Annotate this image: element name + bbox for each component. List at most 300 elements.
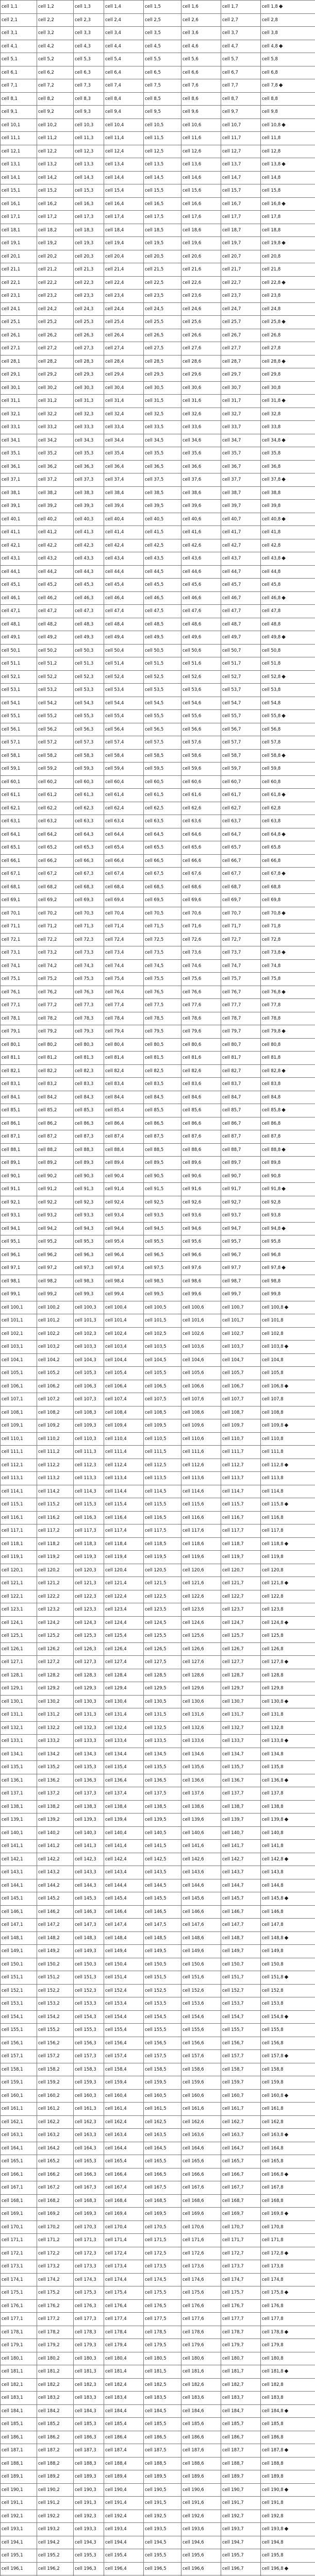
table-cell[interactable] (144, 828, 181, 841)
table-cell[interactable] (181, 920, 221, 934)
table-cell[interactable] (221, 1327, 261, 1341)
table-cell[interactable] (221, 1630, 261, 1643)
table-cell[interactable] (181, 2103, 221, 2116)
table-cell[interactable] (261, 907, 315, 920)
table-cell[interactable] (221, 2089, 261, 2103)
table-cell[interactable] (37, 1196, 74, 1209)
table-cell[interactable] (1, 381, 37, 395)
table-cell[interactable] (104, 762, 144, 776)
table-cell[interactable] (221, 1524, 261, 1538)
table-cell[interactable] (221, 1787, 261, 1801)
table-cell[interactable] (104, 355, 144, 368)
table-cell[interactable] (181, 762, 221, 776)
table-cell[interactable] (1, 2431, 37, 2444)
table-cell[interactable] (104, 1419, 144, 1433)
table-cell[interactable] (181, 224, 221, 237)
table-cell[interactable] (37, 539, 74, 552)
table-cell[interactable] (261, 2076, 315, 2090)
table-cell[interactable] (144, 1222, 181, 1235)
table-cell[interactable] (1, 2024, 37, 2037)
table-cell[interactable] (221, 1814, 261, 1827)
table-cell[interactable] (1, 408, 37, 421)
table-cell[interactable] (261, 434, 315, 447)
table-cell[interactable] (221, 920, 261, 934)
table-cell[interactable] (144, 197, 181, 211)
table-cell[interactable] (74, 1130, 104, 1144)
table-cell[interactable] (261, 2510, 315, 2523)
table-cell[interactable] (1, 2155, 37, 2168)
table-cell[interactable] (144, 2089, 181, 2103)
table-cell[interactable] (1, 2549, 37, 2563)
table-cell[interactable] (74, 1630, 104, 1643)
table-cell[interactable] (261, 2115, 315, 2129)
table-cell[interactable] (74, 1222, 104, 1235)
table-cell[interactable] (261, 1971, 315, 1985)
table-cell[interactable] (74, 1774, 104, 1787)
table-cell[interactable] (221, 1288, 261, 1301)
table-cell[interactable] (37, 1971, 74, 1985)
table-cell[interactable] (37, 1708, 74, 1722)
table-cell[interactable] (74, 1814, 104, 1827)
table-cell[interactable] (104, 1761, 144, 1774)
table-cell[interactable] (74, 1669, 104, 1682)
table-cell[interactable] (104, 342, 144, 355)
table-cell[interactable] (104, 2562, 144, 2575)
table-cell[interactable] (144, 1879, 181, 1892)
table-cell[interactable] (221, 1393, 261, 1406)
table-cell[interactable] (221, 1222, 261, 1235)
table-cell[interactable] (144, 1892, 181, 1906)
table-cell[interactable] (221, 92, 261, 106)
table-cell[interactable] (261, 1367, 315, 1380)
table-cell[interactable] (144, 1196, 181, 1209)
table-cell[interactable] (144, 539, 181, 552)
table-cell[interactable] (37, 1892, 74, 1906)
table-cell[interactable] (37, 2510, 74, 2523)
table-cell[interactable] (37, 2050, 74, 2063)
table-cell[interactable] (261, 2549, 315, 2563)
table-cell[interactable] (221, 1642, 261, 1656)
table-cell[interactable] (74, 1459, 104, 1472)
table-cell[interactable] (37, 1682, 74, 1696)
table-cell[interactable] (74, 1262, 104, 1275)
table-cell[interactable] (181, 2339, 221, 2352)
table-cell[interactable] (261, 1905, 315, 1919)
table-cell[interactable] (144, 2221, 181, 2234)
table-cell[interactable] (74, 2365, 104, 2379)
table-cell[interactable] (221, 224, 261, 237)
table-cell[interactable] (144, 2418, 181, 2431)
table-cell[interactable] (74, 1511, 104, 1524)
table-cell[interactable] (104, 2286, 144, 2300)
table-cell[interactable] (37, 1183, 74, 1196)
table-cell[interactable] (104, 1406, 144, 1419)
table-cell[interactable] (181, 880, 221, 894)
table-cell[interactable] (37, 2418, 74, 2431)
table-cell[interactable] (1, 355, 37, 368)
table-cell[interactable] (261, 2299, 315, 2313)
table-cell[interactable] (37, 1853, 74, 1866)
table-cell[interactable] (1, 1327, 37, 1341)
table-cell[interactable] (181, 959, 221, 973)
table-cell[interactable] (221, 237, 261, 250)
table-cell[interactable] (221, 1301, 261, 1314)
table-cell[interactable] (104, 447, 144, 461)
table-cell[interactable] (1, 2418, 37, 2431)
table-cell[interactable] (144, 2208, 181, 2221)
table-cell[interactable] (37, 1025, 74, 1039)
table-cell[interactable] (74, 959, 104, 973)
table-cell[interactable] (74, 1170, 104, 1183)
table-cell[interactable] (1, 605, 37, 618)
table-cell[interactable] (104, 79, 144, 93)
table-cell[interactable] (74, 1117, 104, 1130)
table-cell[interactable] (1, 1170, 37, 1183)
table-cell[interactable] (104, 1143, 144, 1157)
table-cell[interactable] (261, 171, 315, 184)
table-cell[interactable] (261, 2063, 315, 2076)
table-cell[interactable] (221, 2063, 261, 2076)
table-cell[interactable] (181, 1157, 221, 1170)
table-cell[interactable] (144, 1511, 181, 1524)
table-cell[interactable] (74, 2103, 104, 2116)
table-cell[interactable] (261, 775, 315, 789)
table-cell[interactable] (261, 684, 315, 697)
table-cell[interactable] (1, 959, 37, 973)
table-cell[interactable] (261, 1091, 315, 1104)
table-cell[interactable] (261, 894, 315, 907)
table-cell[interactable] (144, 1117, 181, 1130)
table-cell[interactable] (221, 789, 261, 802)
table-cell[interactable] (144, 132, 181, 145)
table-cell[interactable] (37, 197, 74, 211)
table-cell[interactable] (144, 2115, 181, 2129)
table-cell[interactable] (74, 1577, 104, 1590)
table-cell[interactable] (261, 1945, 315, 1958)
table-cell[interactable] (1, 211, 37, 224)
table-cell[interactable] (181, 565, 221, 579)
table-cell[interactable] (104, 1459, 144, 1472)
table-cell[interactable] (37, 408, 74, 421)
table-cell[interactable] (74, 1695, 104, 1708)
table-cell[interactable] (181, 854, 221, 868)
table-cell[interactable] (221, 513, 261, 526)
table-cell[interactable] (221, 907, 261, 920)
table-cell[interactable] (261, 841, 315, 855)
table-cell[interactable] (37, 2523, 74, 2536)
table-cell[interactable] (74, 263, 104, 277)
table-cell[interactable] (37, 526, 74, 539)
table-cell[interactable] (144, 552, 181, 566)
table-cell[interactable] (181, 145, 221, 158)
table-cell[interactable] (181, 263, 221, 277)
table-cell[interactable] (1, 552, 37, 566)
table-cell[interactable] (261, 1840, 315, 1853)
table-cell[interactable] (37, 1446, 74, 1459)
table-cell[interactable] (261, 1708, 315, 1722)
table-cell[interactable] (74, 2247, 104, 2260)
table-cell[interactable] (37, 171, 74, 184)
table-cell[interactable] (104, 1616, 144, 1630)
table-cell[interactable] (1, 224, 37, 237)
table-cell[interactable] (144, 2155, 181, 2168)
table-cell[interactable] (104, 1275, 144, 1288)
table-cell[interactable] (104, 106, 144, 119)
table-cell[interactable] (1, 539, 37, 552)
table-cell[interactable] (181, 2273, 221, 2286)
table-cell[interactable] (221, 1682, 261, 1696)
table-cell[interactable] (144, 1341, 181, 1354)
table-cell[interactable] (181, 184, 221, 198)
table-cell[interactable] (37, 2194, 74, 2208)
table-cell[interactable] (104, 1157, 144, 1170)
table-cell[interactable] (104, 2037, 144, 2050)
table-cell[interactable] (74, 736, 104, 750)
table-cell[interactable] (104, 1564, 144, 1577)
table-cell[interactable] (1, 92, 37, 106)
table-cell[interactable] (261, 2562, 315, 2575)
table-cell[interactable] (144, 276, 181, 290)
table-cell[interactable] (37, 2404, 74, 2418)
table-cell[interactable] (181, 342, 221, 355)
table-cell[interactable] (181, 1721, 221, 1735)
table-cell[interactable] (1, 184, 37, 198)
table-cell[interactable] (181, 2365, 221, 2379)
table-cell[interactable] (144, 1157, 181, 1170)
table-cell[interactable] (37, 53, 74, 66)
table-cell[interactable] (104, 1012, 144, 1025)
table-cell[interactable] (74, 973, 104, 986)
table-cell[interactable] (181, 2234, 221, 2247)
table-cell[interactable] (74, 2010, 104, 2024)
table-cell[interactable] (221, 1104, 261, 1117)
table-cell[interactable] (181, 2181, 221, 2195)
table-cell[interactable] (181, 2510, 221, 2523)
table-cell[interactable] (1, 2483, 37, 2497)
table-cell[interactable] (181, 1669, 221, 1682)
table-cell[interactable] (104, 1222, 144, 1235)
table-cell[interactable] (74, 2286, 104, 2300)
table-cell[interactable] (144, 1459, 181, 1472)
table-cell[interactable] (144, 1787, 181, 1801)
table-cell[interactable] (221, 2260, 261, 2274)
table-cell[interactable] (144, 473, 181, 487)
table-cell[interactable] (74, 92, 104, 106)
table-cell[interactable] (144, 579, 181, 592)
table-cell[interactable] (261, 1157, 315, 1170)
table-cell[interactable] (1, 132, 37, 145)
table-cell[interactable] (1, 1353, 37, 1367)
table-cell[interactable] (221, 473, 261, 487)
table-cell[interactable] (181, 946, 221, 960)
table-cell[interactable] (104, 171, 144, 184)
table-cell[interactable] (261, 158, 315, 172)
table-cell[interactable] (144, 237, 181, 250)
table-cell[interactable] (144, 395, 181, 408)
table-cell[interactable] (144, 1748, 181, 1761)
table-cell[interactable] (261, 1616, 315, 1630)
table-cell[interactable] (221, 2457, 261, 2470)
table-cell[interactable] (221, 2378, 261, 2392)
table-cell[interactable] (37, 1327, 74, 1341)
table-cell[interactable] (1, 1248, 37, 1262)
table-cell[interactable] (74, 828, 104, 841)
table-cell[interactable] (144, 933, 181, 946)
table-cell[interactable] (221, 2352, 261, 2365)
table-cell[interactable] (37, 1958, 74, 1971)
table-cell[interactable] (74, 2457, 104, 2470)
table-cell[interactable] (144, 2483, 181, 2497)
table-cell[interactable] (261, 2234, 315, 2247)
table-cell[interactable] (181, 1459, 221, 1472)
table-cell[interactable] (104, 1945, 144, 1958)
table-cell[interactable] (181, 894, 221, 907)
table-cell[interactable] (221, 132, 261, 145)
table-cell[interactable] (181, 2326, 221, 2339)
table-cell[interactable] (37, 1419, 74, 1433)
table-cell[interactable] (104, 2063, 144, 2076)
table-cell[interactable] (181, 158, 221, 172)
table-cell[interactable] (144, 2142, 181, 2155)
table-cell[interactable] (261, 933, 315, 946)
table-cell[interactable] (221, 775, 261, 789)
table-cell[interactable] (1, 2392, 37, 2405)
table-cell[interactable] (37, 2181, 74, 2195)
table-cell[interactable] (221, 1931, 261, 1945)
table-cell[interactable] (221, 1157, 261, 1170)
table-cell[interactable] (74, 2378, 104, 2392)
table-cell[interactable] (104, 1642, 144, 1656)
table-cell[interactable] (221, 211, 261, 224)
table-cell[interactable] (104, 1353, 144, 1367)
table-cell[interactable] (1, 2339, 37, 2352)
table-cell[interactable] (37, 1577, 74, 1590)
table-cell[interactable] (144, 2392, 181, 2405)
table-cell[interactable] (221, 408, 261, 421)
table-cell[interactable] (221, 894, 261, 907)
table-cell[interactable] (104, 1800, 144, 1814)
table-cell[interactable] (104, 618, 144, 631)
table-cell[interactable] (221, 2168, 261, 2181)
table-cell[interactable] (181, 1708, 221, 1722)
table-cell[interactable] (221, 2286, 261, 2300)
table-cell[interactable] (261, 1603, 315, 1617)
table-cell[interactable] (74, 2168, 104, 2181)
table-cell[interactable] (104, 1, 144, 14)
table-cell[interactable] (181, 27, 221, 40)
table-cell[interactable] (74, 946, 104, 960)
table-cell[interactable] (261, 736, 315, 750)
table-cell[interactable] (144, 2497, 181, 2510)
table-cell[interactable] (144, 657, 181, 671)
table-cell[interactable] (221, 460, 261, 473)
table-cell[interactable] (261, 828, 315, 841)
table-cell[interactable] (221, 697, 261, 710)
table-cell[interactable] (144, 2194, 181, 2208)
table-cell[interactable] (104, 2076, 144, 2090)
table-cell[interactable] (104, 631, 144, 645)
table-cell[interactable] (1, 710, 37, 723)
table-cell[interactable] (221, 434, 261, 447)
table-cell[interactable] (181, 1078, 221, 1091)
table-cell[interactable] (261, 1419, 315, 1433)
table-cell[interactable] (181, 2352, 221, 2365)
table-cell[interactable] (261, 1012, 315, 1025)
table-cell[interactable] (261, 2392, 315, 2405)
table-cell[interactable] (104, 2208, 144, 2221)
table-cell[interactable] (37, 1117, 74, 1130)
table-cell[interactable] (37, 1721, 74, 1735)
table-cell[interactable] (37, 473, 74, 487)
table-cell[interactable] (1, 53, 37, 66)
table-cell[interactable] (74, 1537, 104, 1551)
table-cell[interactable] (261, 697, 315, 710)
table-cell[interactable] (37, 1275, 74, 1288)
table-cell[interactable] (1, 2510, 37, 2523)
table-cell[interactable] (181, 92, 221, 106)
table-cell[interactable] (104, 2444, 144, 2458)
table-cell[interactable] (74, 670, 104, 684)
table-cell[interactable] (104, 2536, 144, 2549)
table-cell[interactable] (261, 2523, 315, 2536)
table-cell[interactable] (144, 66, 181, 79)
table-cell[interactable] (37, 1, 74, 14)
table-cell[interactable] (74, 381, 104, 395)
table-cell[interactable] (1, 1472, 37, 1485)
table-cell[interactable] (221, 2365, 261, 2379)
table-cell[interactable] (261, 2470, 315, 2484)
table-cell[interactable] (144, 644, 181, 657)
table-cell[interactable] (104, 2339, 144, 2352)
table-cell[interactable] (221, 723, 261, 736)
table-cell[interactable] (74, 1564, 104, 1577)
table-cell[interactable] (104, 1117, 144, 1130)
table-cell[interactable] (181, 2247, 221, 2260)
table-cell[interactable] (181, 1406, 221, 1419)
table-cell[interactable] (74, 749, 104, 762)
table-cell[interactable] (181, 106, 221, 119)
table-cell[interactable] (37, 1104, 74, 1117)
table-cell[interactable] (144, 973, 181, 986)
table-cell[interactable] (37, 2497, 74, 2510)
table-cell[interactable] (181, 40, 221, 53)
table-cell[interactable] (181, 2142, 221, 2155)
table-cell[interactable] (261, 1577, 315, 1590)
table-cell[interactable] (37, 1931, 74, 1945)
table-cell[interactable] (37, 565, 74, 579)
table-cell[interactable] (144, 986, 181, 999)
table-cell[interactable] (104, 1892, 144, 1906)
table-cell[interactable] (74, 802, 104, 815)
table-cell[interactable] (144, 106, 181, 119)
table-cell[interactable] (104, 1971, 144, 1985)
table-cell[interactable] (37, 27, 74, 40)
table-cell[interactable] (221, 342, 261, 355)
table-cell[interactable] (221, 395, 261, 408)
table-cell[interactable] (104, 1840, 144, 1853)
table-cell[interactable] (1, 1524, 37, 1538)
table-cell[interactable] (261, 1564, 315, 1577)
table-cell[interactable] (261, 1826, 315, 1840)
table-cell[interactable] (1, 2221, 37, 2234)
table-cell[interactable] (1, 1380, 37, 1393)
table-cell[interactable] (104, 1432, 144, 1446)
table-cell[interactable] (1, 1341, 37, 1354)
table-cell[interactable] (74, 815, 104, 828)
table-cell[interactable] (37, 1248, 74, 1262)
table-cell[interactable] (261, 1314, 315, 1328)
table-cell[interactable] (74, 1248, 104, 1262)
